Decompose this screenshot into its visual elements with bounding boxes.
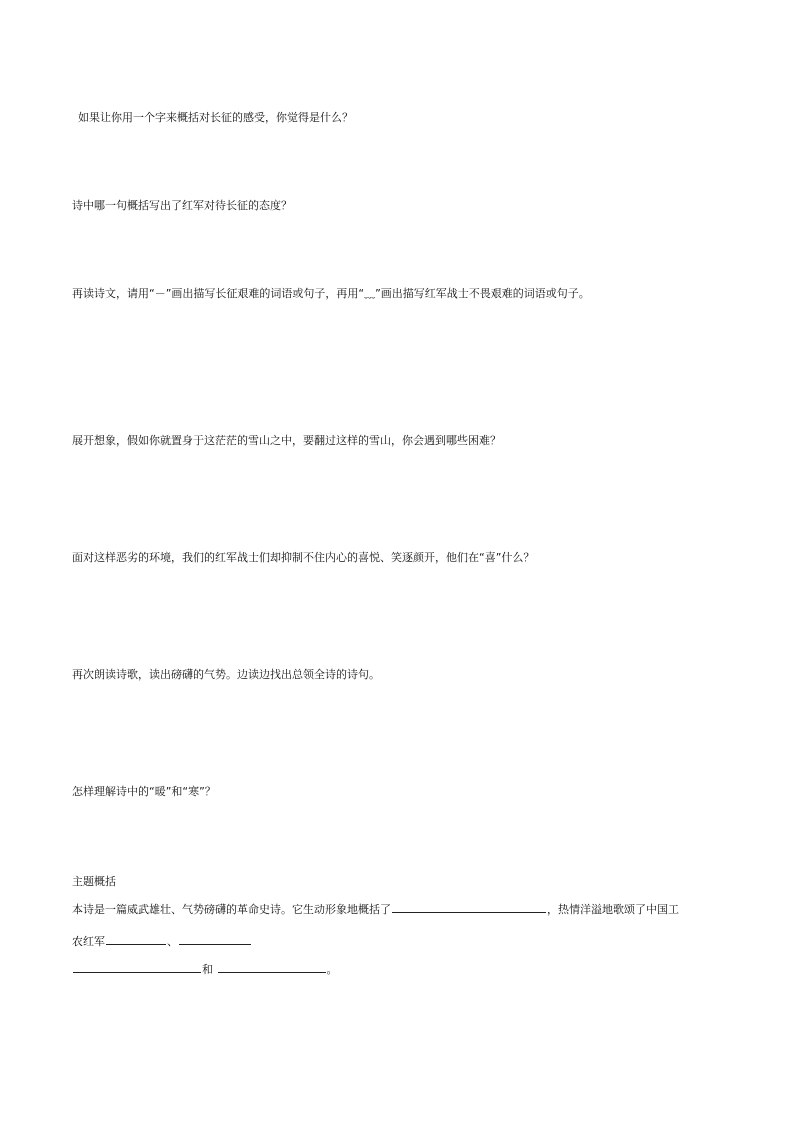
summary-line-1-text-b: ，热情洋溢地歌颂了中国工 (547, 903, 679, 916)
question-1: 如果让你用一个字来概括对长征的感受，你觉得是什么？ (78, 111, 353, 124)
question-3-part-b: ”画出描写红军战士不畏艰难的词语或句子。 (375, 287, 590, 300)
question-7: 怎样理解诗中的“暖”和“寒”？ (72, 785, 216, 798)
fill-blank-3[interactable] (179, 933, 251, 945)
summary-line-2-text: 农红军 (72, 935, 105, 948)
fill-blank-4[interactable] (73, 961, 201, 973)
fill-blank-5[interactable] (218, 961, 326, 973)
question-3 (72, 286, 590, 302)
fill-blank-2[interactable] (106, 933, 166, 945)
summary-line-1 (72, 901, 679, 918)
summary-line-3 (72, 961, 338, 978)
summary-end: 。 (326, 963, 338, 976)
summary-line-2 (72, 933, 252, 950)
question-6: 再次朗读诗歌，读出磅礴的气势。边读边找出总领全诗的诗句。 (72, 668, 380, 681)
summary-and: 和 (202, 963, 213, 976)
question-4: 展开想象，假如你就置身于这茫茫的雪山之中，要翻过这样的雪山，你会遇到哪些困难？ (72, 434, 501, 447)
summary-separator: 、 (167, 935, 178, 948)
question-3-part-a: 再读诗文，请用“－”画出描写长征艰难的词语或句子，再用“ (72, 287, 365, 300)
summary-line-1-text-a: 本诗是一篇威武雄壮、气势磅礴的革命史诗。它生动形象地概括了 (72, 903, 391, 916)
question-2: 诗中哪一句概括写出了红军对待长征的态度？ (72, 199, 292, 212)
fill-blank-1[interactable] (392, 901, 546, 913)
wavy-line-mark: ﹏ (364, 287, 376, 300)
question-5: 面对这样恶劣的环境，我们的红军战士们却抑制不住内心的喜悦、笑逐颜开，他们在“喜”什么？ (72, 551, 535, 564)
summary-heading: 主题概括 (72, 875, 116, 888)
